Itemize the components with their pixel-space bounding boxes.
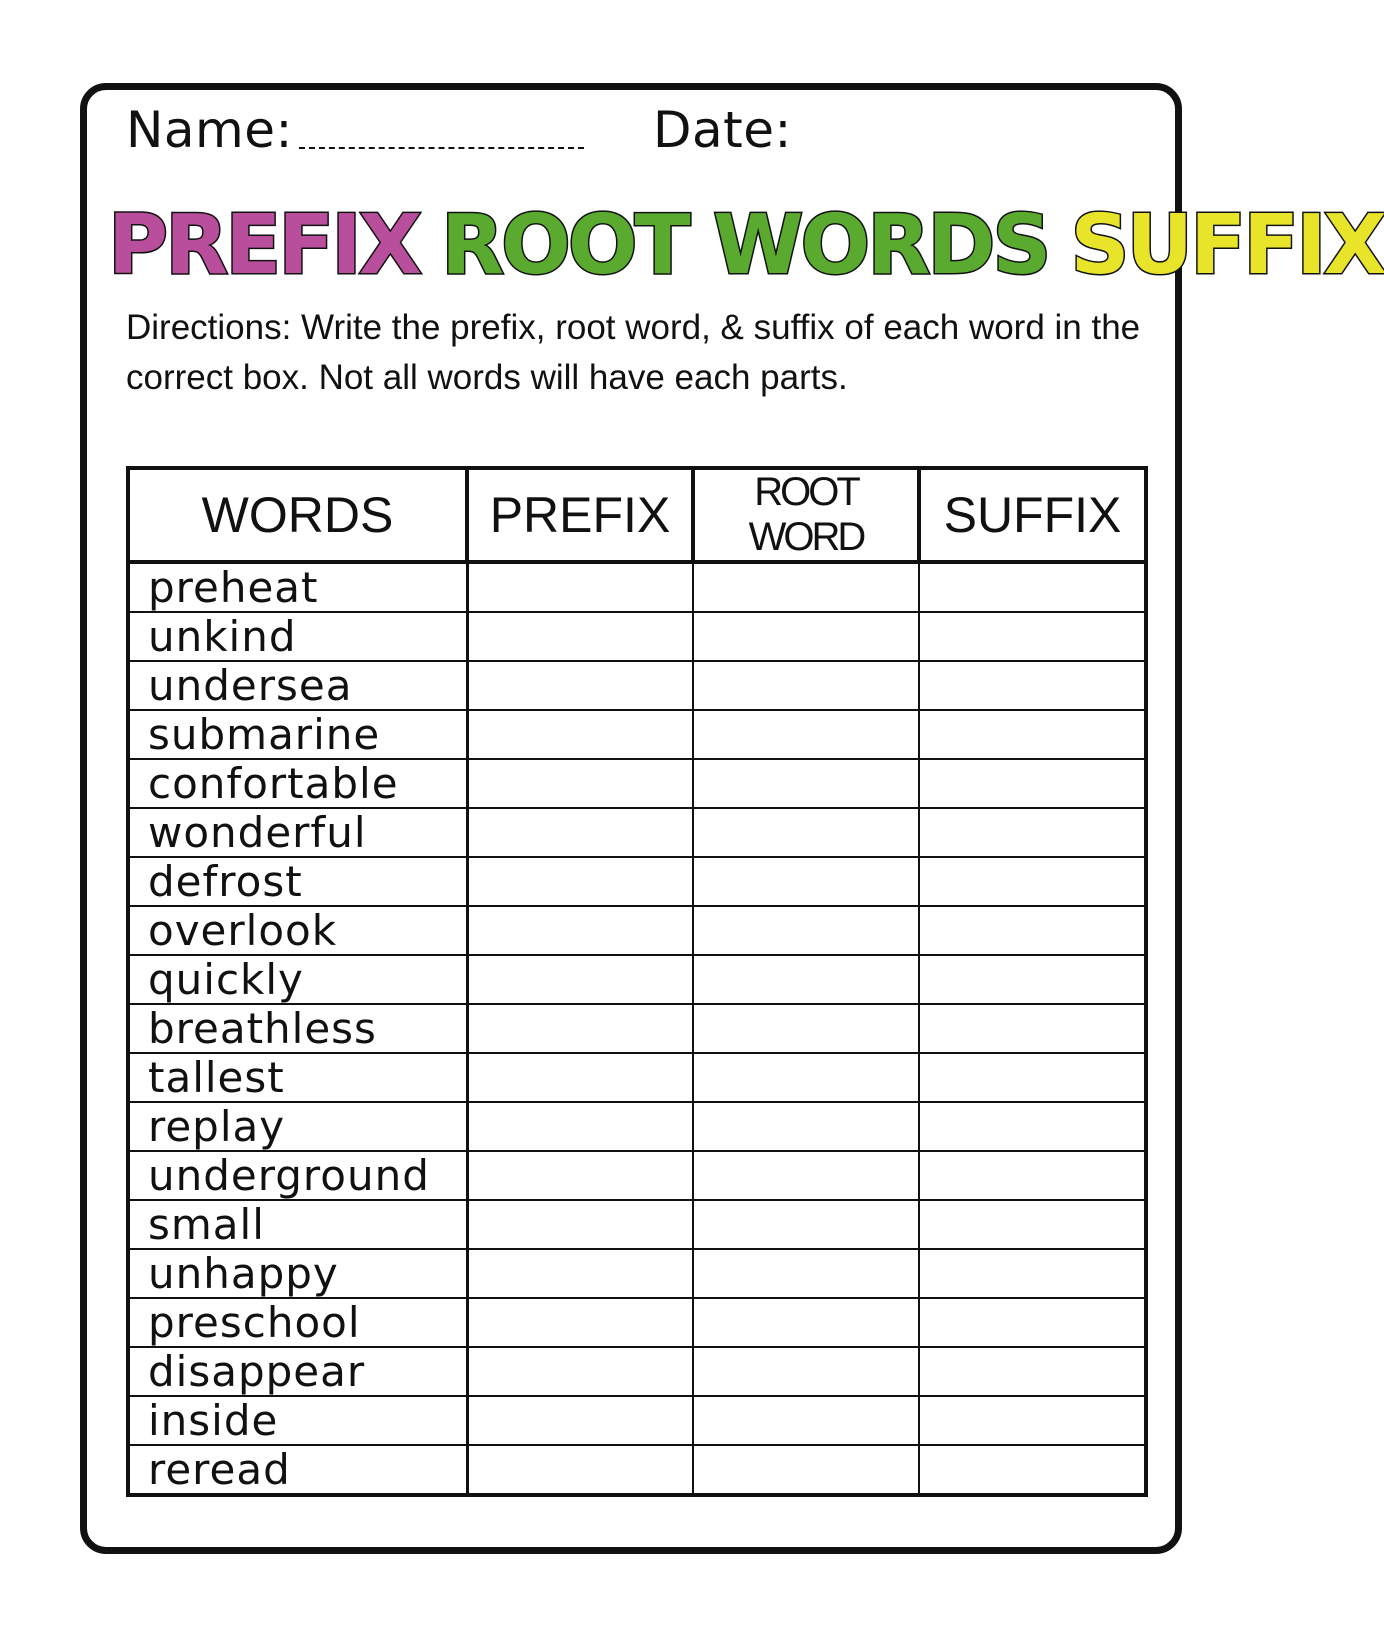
word-cell: unhappy xyxy=(128,1249,467,1298)
root-word-answer-cell[interactable] xyxy=(693,562,919,612)
prefix-answer-cell[interactable] xyxy=(467,1347,693,1396)
prefix-answer-cell[interactable] xyxy=(467,1445,693,1495)
header-root-word: ROOT WORD xyxy=(693,468,919,562)
suffix-answer-cell[interactable] xyxy=(919,1298,1146,1347)
date-label: Date: xyxy=(653,101,792,159)
prefix-answer-cell[interactable] xyxy=(467,1249,693,1298)
suffix-answer-cell[interactable] xyxy=(919,1249,1146,1298)
worksheet-title xyxy=(108,195,1384,295)
root-word-answer-cell[interactable] xyxy=(693,1151,919,1200)
suffix-answer-cell[interactable] xyxy=(919,955,1146,1004)
table-header-row xyxy=(128,468,1146,562)
name-field[interactable] xyxy=(299,147,584,149)
prefix-answer-cell[interactable] xyxy=(467,955,693,1004)
suffix-answer-cell[interactable] xyxy=(919,661,1146,710)
suffix-answer-cell[interactable] xyxy=(919,759,1146,808)
root-word-answer-cell[interactable] xyxy=(693,955,919,1004)
word-cell: replay xyxy=(128,1102,467,1151)
root-word-answer-cell[interactable] xyxy=(693,1445,919,1495)
prefix-answer-cell[interactable] xyxy=(467,612,693,661)
word-cell: reread xyxy=(128,1445,467,1495)
table-row xyxy=(128,906,1146,955)
suffix-answer-cell[interactable] xyxy=(919,612,1146,661)
table-row xyxy=(128,1396,1146,1445)
prefix-answer-cell[interactable] xyxy=(467,1396,693,1445)
prefix-answer-cell[interactable] xyxy=(467,906,693,955)
table-row xyxy=(128,612,1146,661)
prefix-answer-cell[interactable] xyxy=(467,661,693,710)
root-word-answer-cell[interactable] xyxy=(693,857,919,906)
suffix-answer-cell[interactable] xyxy=(919,1102,1146,1151)
word-cell: quickly xyxy=(128,955,467,1004)
suffix-answer-cell[interactable] xyxy=(919,857,1146,906)
header-words: WORDS xyxy=(128,468,467,562)
table-row xyxy=(128,562,1146,612)
root-word-answer-cell[interactable] xyxy=(693,1053,919,1102)
prefix-answer-cell[interactable] xyxy=(467,1053,693,1102)
title-root-words: ROOT WORDS xyxy=(441,197,1049,293)
table-row xyxy=(128,808,1146,857)
table-row xyxy=(128,955,1146,1004)
root-word-answer-cell[interactable] xyxy=(693,710,919,759)
directions-text: Directions: Write the prefix, root word, & suffix of each word in the correct box. Not all words will have each parts. xyxy=(126,308,1141,397)
root-word-answer-cell[interactable] xyxy=(693,1200,919,1249)
suffix-answer-cell[interactable] xyxy=(919,1396,1146,1445)
word-cell: confortable xyxy=(128,759,467,808)
root-word-answer-cell[interactable] xyxy=(693,1249,919,1298)
table-row xyxy=(128,1102,1146,1151)
prefix-answer-cell[interactable] xyxy=(467,808,693,857)
prefix-answer-cell[interactable] xyxy=(467,1004,693,1053)
prefix-answer-cell[interactable] xyxy=(467,1151,693,1200)
word-cell: breathless xyxy=(128,1004,467,1053)
root-word-answer-cell[interactable] xyxy=(693,759,919,808)
table-row xyxy=(128,1445,1146,1495)
word-cell: defrost xyxy=(128,857,467,906)
word-cell: unkind xyxy=(128,612,467,661)
root-word-answer-cell[interactable] xyxy=(693,808,919,857)
word-cell: disappear xyxy=(128,1347,467,1396)
root-word-answer-cell[interactable] xyxy=(693,1298,919,1347)
word-parts-table xyxy=(126,466,1148,1497)
root-word-answer-cell[interactable] xyxy=(693,1347,919,1396)
suffix-answer-cell[interactable] xyxy=(919,906,1146,955)
suffix-answer-cell[interactable] xyxy=(919,1053,1146,1102)
table-row xyxy=(128,1347,1146,1396)
suffix-answer-cell[interactable] xyxy=(919,562,1146,612)
root-word-answer-cell[interactable] xyxy=(693,1004,919,1053)
prefix-answer-cell[interactable] xyxy=(467,1200,693,1249)
suffix-answer-cell[interactable] xyxy=(919,1347,1146,1396)
word-cell: tallest xyxy=(128,1053,467,1102)
prefix-answer-cell[interactable] xyxy=(467,562,693,612)
root-word-answer-cell[interactable] xyxy=(693,1396,919,1445)
word-cell: inside xyxy=(128,1396,467,1445)
table-row xyxy=(128,1151,1146,1200)
table-row xyxy=(128,710,1146,759)
suffix-answer-cell[interactable] xyxy=(919,1151,1146,1200)
prefix-answer-cell[interactable] xyxy=(467,1102,693,1151)
table-row xyxy=(128,661,1146,710)
table-row xyxy=(128,1298,1146,1347)
word-cell: small xyxy=(128,1200,467,1249)
prefix-answer-cell[interactable] xyxy=(467,857,693,906)
word-cell: preheat xyxy=(128,562,467,612)
root-word-answer-cell[interactable] xyxy=(693,906,919,955)
header-prefix: PREFIX xyxy=(467,468,693,562)
title-suffix: SUFFIX xyxy=(1070,197,1384,293)
word-cell: preschool xyxy=(128,1298,467,1347)
root-word-answer-cell[interactable] xyxy=(693,1102,919,1151)
suffix-answer-cell[interactable] xyxy=(919,1200,1146,1249)
suffix-answer-cell[interactable] xyxy=(919,710,1146,759)
suffix-answer-cell[interactable] xyxy=(919,1445,1146,1495)
table-row xyxy=(128,1200,1146,1249)
word-cell: wonderful xyxy=(128,808,467,857)
table-row xyxy=(128,857,1146,906)
root-word-answer-cell[interactable] xyxy=(693,661,919,710)
prefix-answer-cell[interactable] xyxy=(467,759,693,808)
word-cell: undersea xyxy=(128,661,467,710)
word-cell: overlook xyxy=(128,906,467,955)
title-prefix: PREFIX xyxy=(108,197,420,293)
prefix-answer-cell[interactable] xyxy=(467,1298,693,1347)
word-cell: submarine xyxy=(128,710,467,759)
table-row xyxy=(128,1249,1146,1298)
prefix-answer-cell[interactable] xyxy=(467,710,693,759)
suffix-answer-cell[interactable] xyxy=(919,808,1146,857)
table-row xyxy=(128,1053,1146,1102)
table-row xyxy=(128,1004,1146,1053)
header-suffix: SUFFIX xyxy=(919,468,1146,562)
root-word-answer-cell[interactable] xyxy=(693,612,919,661)
table-row xyxy=(128,759,1146,808)
name-label: Name: xyxy=(126,101,293,159)
word-cell: underground xyxy=(128,1151,467,1200)
suffix-answer-cell[interactable] xyxy=(919,1004,1146,1053)
